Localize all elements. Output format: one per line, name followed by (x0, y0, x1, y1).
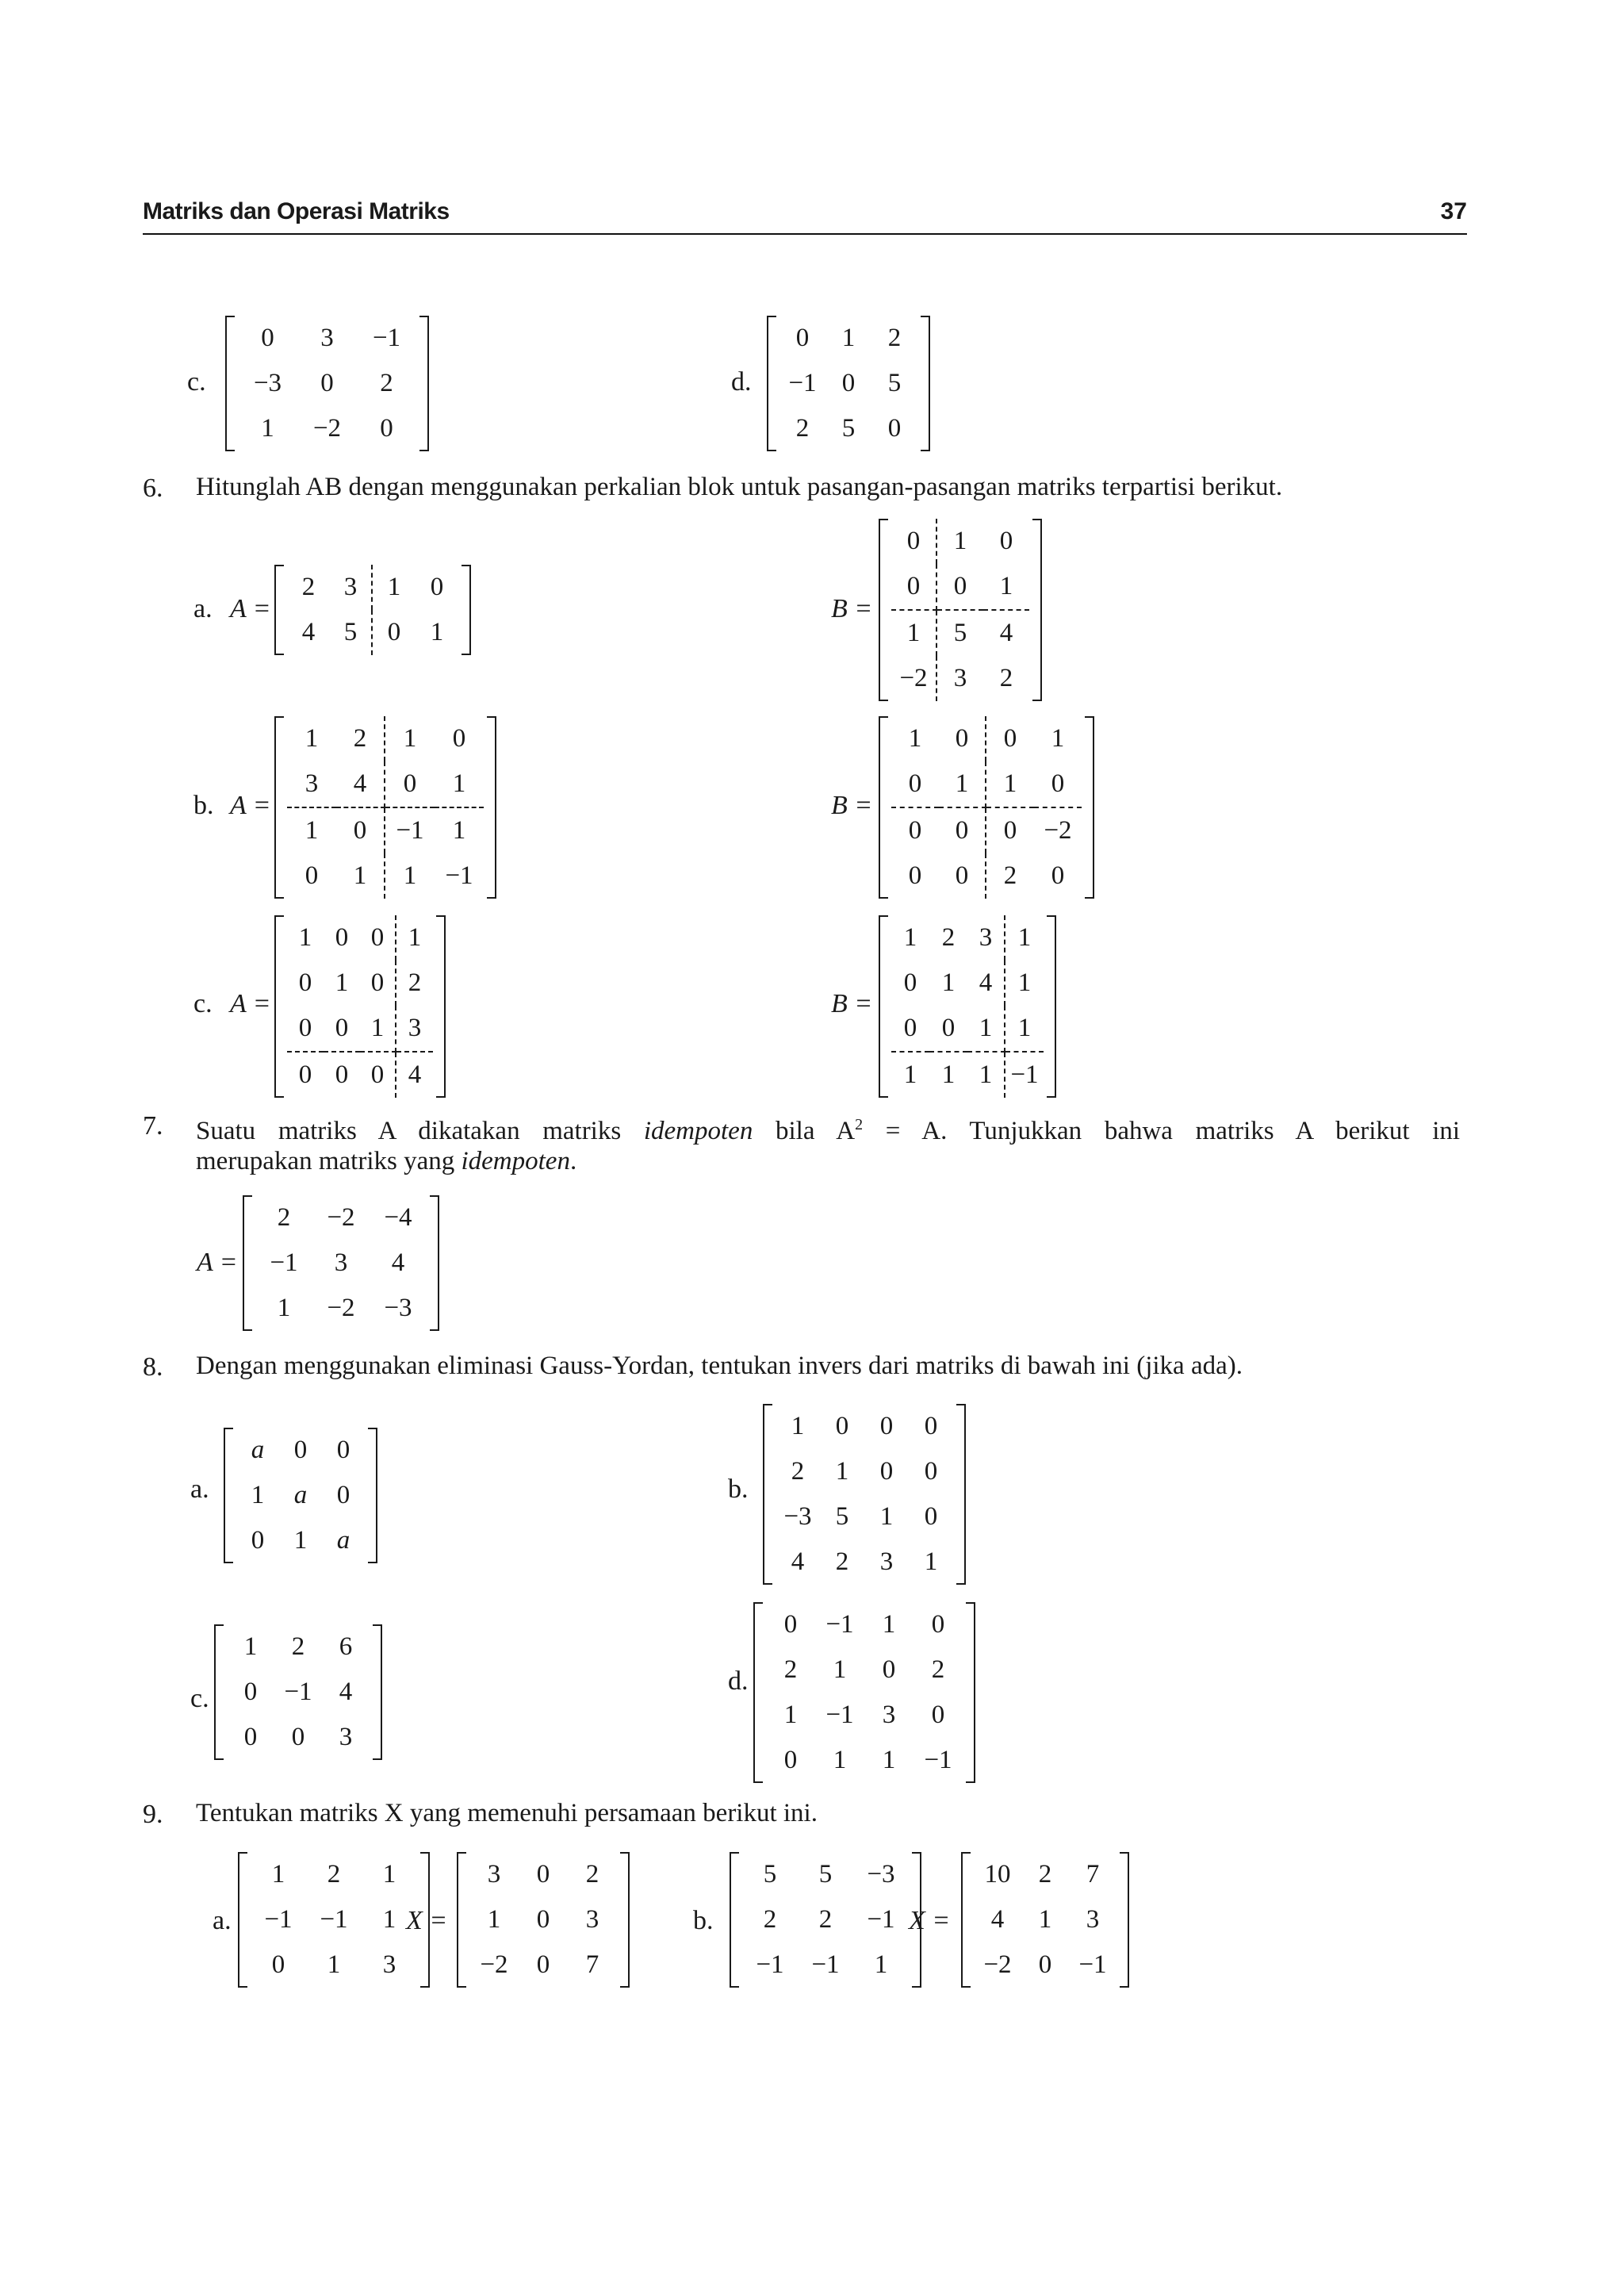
right-bracket (921, 316, 930, 451)
matrix-cell: 0 (452, 724, 466, 753)
matrix-cell: 0 (783, 1610, 798, 1639)
matrix-cell: 3 (585, 1905, 599, 1934)
matrix-cell: 5 (953, 619, 967, 647)
matrix-cell: −1 (445, 861, 473, 890)
left-bracket (753, 1602, 763, 1783)
matrix-grid (739, 1852, 912, 1988)
matrix-cell: 2 (336, 716, 385, 761)
matrix-cell: 1 (304, 724, 319, 753)
matrix-cell: 3 (953, 664, 967, 692)
matrix-cell: 1 (939, 761, 986, 808)
matrix-cell: 0 (891, 1006, 929, 1053)
q6b-matrix-B (879, 716, 1094, 899)
matrix-cell: 0 (841, 369, 856, 397)
matrix-cell: 2 (763, 1905, 777, 1934)
matrix-cell: 1 (452, 816, 466, 845)
matrix-cell: 0 (908, 816, 922, 845)
matrix-cell: 1 (908, 724, 922, 753)
matrix-cell: 1 (903, 1060, 917, 1089)
matrix-cell: 1 (891, 611, 937, 656)
matrix-cell: 2 (791, 1457, 805, 1486)
matrix-cell: 4 (999, 619, 1013, 647)
matrix-cell: −1 (825, 1610, 854, 1639)
q6a-B-lhs: B = (831, 594, 873, 623)
right-bracket (436, 915, 446, 1098)
matrix-cell: 3 (396, 1006, 433, 1053)
q8b-label: b. (728, 1474, 749, 1504)
right-bracket (462, 565, 471, 655)
matrix-cell: 2 (795, 414, 810, 443)
matrix-cell: 0 (536, 1860, 550, 1888)
q6c-matrix-A (274, 915, 446, 1098)
matrix-cell: 1 (882, 1610, 896, 1639)
matrix-cell: −1 (396, 816, 424, 845)
matrix-cell: −3 (867, 1860, 895, 1888)
q9b-matrix-left (730, 1852, 921, 1988)
q6a-matrix-A (274, 565, 471, 655)
matrix-cell: 2 (999, 664, 1013, 692)
matrix-cell: 4 (990, 1905, 1005, 1934)
matrix-cell: 5 (330, 610, 373, 655)
page-header (143, 195, 1467, 235)
left-bracket (238, 1852, 247, 1988)
matrix-cell: 10 (984, 1860, 1011, 1888)
right-bracket (368, 1428, 377, 1563)
right-bracket (1085, 716, 1094, 899)
matrix-cell: 3 (879, 1547, 894, 1576)
matrix-cell: 1 (983, 564, 1029, 611)
matrix-cell: 5 (818, 1860, 833, 1888)
matrix-cell: 0 (924, 1412, 938, 1440)
chapter-title: Matriks dan Operasi Matriks (143, 198, 450, 224)
matrix-cell: 1 (487, 1905, 501, 1934)
matrix-cell: 0 (360, 1053, 396, 1098)
matrix-cell: a (293, 1481, 308, 1509)
q9-number: 9. (143, 1800, 163, 1829)
matrix-cell: 0 (304, 861, 319, 890)
matrix-cell: 0 (879, 1457, 894, 1486)
page-number: 37 (1440, 198, 1467, 224)
matrix-cell: 1 (271, 1860, 285, 1888)
matrix-cell: −3 (384, 1294, 412, 1322)
matrix-grid (235, 316, 419, 451)
matrix-cell: 0 (999, 527, 1013, 555)
left-bracket (879, 915, 888, 1098)
matrix-cell: 0 (882, 1655, 896, 1684)
matrix-cell: 1 (403, 861, 417, 890)
matrix-cell: 2 (818, 1905, 833, 1934)
right-bracket (1047, 915, 1056, 1098)
matrix-cell: 0 (937, 564, 983, 611)
matrix-cell: 0 (291, 1723, 305, 1751)
left-bracket (879, 519, 888, 701)
matrix-cell: 1 (327, 1950, 341, 1979)
matrix-cell: 0 (251, 1526, 265, 1555)
matrix-cell: 4 (301, 618, 316, 646)
q9a-matrix-right (457, 1852, 630, 1988)
right-bracket (487, 716, 496, 899)
q9a-label: a. (213, 1906, 232, 1935)
matrix-cell: 0 (887, 414, 902, 443)
q6c-B-lhs: B = (831, 989, 873, 1018)
matrix-cell: 2 (291, 1632, 305, 1661)
matrix-cell: 1 (967, 1006, 1005, 1053)
q9a-X-eq: X = (406, 1906, 448, 1935)
matrix-cell: 7 (585, 1950, 599, 1979)
right-bracket (620, 1852, 630, 1988)
matrix-cell: −1 (788, 369, 817, 397)
q7-matrix-A (243, 1195, 439, 1331)
q9b-X-eq: X = (909, 1906, 951, 1935)
matrix-cell: a (251, 1436, 265, 1464)
q9a-matrix-left (238, 1852, 430, 1988)
matrix-cell: 1 (403, 724, 417, 753)
q9b-label: b. (693, 1906, 714, 1935)
matrix-cell: 1 (953, 527, 967, 555)
matrix-cell: −1 (867, 1905, 895, 1934)
matrix-cell: 1 (986, 761, 1034, 808)
matrix-cell: 1 (783, 1701, 798, 1729)
matrix-cell: −2 (327, 1294, 355, 1322)
right-bracket (966, 1602, 975, 1783)
matrix-cell: −1 (756, 1950, 784, 1979)
matrix-cell: 1 (1017, 923, 1032, 952)
matrix-cell: 0 (891, 761, 939, 808)
matrix-cell: 1 (336, 853, 385, 899)
matrix-cell: 1 (430, 618, 444, 646)
q7-number: 7. (143, 1111, 163, 1141)
matrix-cell: −4 (384, 1203, 412, 1232)
matrix-grid (284, 915, 436, 1098)
q8c-label: c. (190, 1684, 209, 1713)
matrix-cell: 2 (277, 1203, 291, 1232)
matrix-grid (888, 716, 1085, 899)
matrix-cell: 4 (391, 1248, 405, 1277)
q8-number: 8. (143, 1352, 163, 1382)
matrix-cell: 0 (360, 961, 396, 1006)
matrix-grid (776, 316, 921, 451)
matrix-cell: 0 (939, 853, 986, 899)
matrix-cell: 0 (929, 1006, 967, 1053)
left-bracket (224, 1428, 233, 1563)
q6b-B-lhs: B = (831, 791, 873, 820)
q9-text: Tentukan matriks X yang memenuhi persamaan berikut ini. (196, 1799, 818, 1827)
matrix-cell: 1 (243, 1632, 258, 1661)
matrix-cell: 4 (339, 1678, 353, 1706)
matrix-grid (247, 1852, 420, 1988)
matrix-cell: 0 (931, 1610, 945, 1639)
matrix-cell: 0 (324, 1006, 360, 1053)
q6b-A-lhs: A = (230, 791, 271, 820)
matrix-grid (252, 1195, 430, 1331)
right-bracket (373, 1624, 382, 1760)
right-bracket (1120, 1852, 1129, 1988)
left-bracket (961, 1852, 971, 1988)
q6c-matrix-B (879, 915, 1056, 1098)
q8c-matrix (214, 1624, 382, 1760)
q7-line1: Suatu matriks A dikatakan matriks idempoten bila $A^2 = A$. Tunjukkan bahwa matriks A berikut ini (196, 1116, 1461, 1145)
matrix-cell: 2 (408, 968, 422, 997)
matrix-cell: 6 (339, 1632, 353, 1661)
matrix-cell: 1 (304, 816, 319, 845)
matrix-cell: −2 (312, 414, 342, 443)
right-bracket (430, 1195, 439, 1331)
matrix-cell: 2 (1003, 861, 1017, 890)
matrix-cell: 1 (1005, 1006, 1044, 1053)
left-bracket (767, 316, 776, 451)
left-bracket (214, 1624, 224, 1760)
matrix-cell: 0 (320, 369, 334, 397)
left-bracket (225, 316, 235, 451)
matrix-cell: 0 (783, 1746, 798, 1774)
matrix-cell: 1 (882, 1746, 896, 1774)
matrix-cell: 3 (382, 1950, 396, 1979)
matrix-cell: 1 (833, 1746, 847, 1774)
matrix-cell: −1 (264, 1905, 293, 1934)
matrix-cell: 1 (924, 1547, 938, 1576)
matrix-cell: 1 (833, 1655, 847, 1684)
matrix-cell: 1 (251, 1481, 265, 1509)
matrix-cell: 1 (941, 968, 956, 997)
matrix-cell: −1 (372, 324, 401, 352)
matrix-cell: −1 (811, 1950, 840, 1979)
matrix-cell: 0 (891, 519, 937, 564)
matrix-cell: 1 (941, 1060, 956, 1089)
matrix-cell: 5 (841, 414, 856, 443)
matrix-cell: 4 (967, 961, 1005, 1006)
left-bracket (274, 716, 284, 899)
matrix-cell: 2 (931, 1655, 945, 1684)
matrix-cell: 1 (382, 1860, 396, 1888)
matrix-cell: 0 (243, 1678, 258, 1706)
right-bracket (1032, 519, 1042, 701)
matrix-cell: −2 (983, 1950, 1012, 1979)
matrix-cell: −1 (320, 1905, 348, 1934)
matrix-cell: −2 (327, 1203, 355, 1232)
q7-A-lhs: A = (197, 1248, 238, 1277)
q6c-label: c. (193, 989, 213, 1018)
matrix-cell: −1 (1078, 1950, 1107, 1979)
matrix-cell: −2 (891, 656, 937, 701)
matrix-cell: −3 (783, 1502, 812, 1531)
q6c-A-lhs: A = (230, 989, 271, 1018)
q6-number: 6. (143, 474, 163, 503)
matrix-cell: 0 (924, 1502, 938, 1531)
matrix-cell: 1 (387, 573, 401, 601)
matrix-cell: 1 (1017, 968, 1032, 997)
matrix-cell: 3 (330, 565, 373, 610)
matrix-grid (284, 716, 487, 899)
matrix-cell: 0 (430, 573, 444, 601)
matrix-cell: 3 (967, 915, 1005, 961)
q8d-label: d. (728, 1666, 749, 1696)
matrix-cell: 0 (298, 1060, 312, 1089)
matrix-cell: 1 (879, 1502, 894, 1531)
matrix-cell: 2 (835, 1547, 849, 1576)
matrix-cell: 1 (791, 1412, 805, 1440)
matrix-cell: 3 (487, 1860, 501, 1888)
matrix-grid (224, 1624, 373, 1760)
matrix-cell: 1 (874, 1950, 888, 1979)
carryover-d-matrix (767, 316, 930, 451)
matrix-cell: −1 (270, 1248, 298, 1277)
matrix-cell: 1 (1051, 724, 1065, 753)
matrix-cell: 4 (791, 1547, 805, 1576)
matrix-cell: −1 (825, 1701, 854, 1729)
right-bracket (419, 316, 429, 451)
q7-term-1: idempoten (643, 1117, 753, 1145)
matrix-grid (466, 1852, 620, 1988)
matrix-cell: 3 (287, 761, 336, 808)
matrix-cell: −3 (253, 369, 282, 397)
matrix-cell: 0 (387, 618, 401, 646)
matrix-cell: 0 (261, 324, 274, 352)
matrix-cell: 5 (887, 369, 902, 397)
matrix-cell: 2 (941, 923, 956, 952)
matrix-cell: 1 (903, 923, 917, 952)
matrix-cell: 1 (382, 1905, 396, 1934)
left-bracket (879, 716, 888, 899)
matrix-cell: 0 (385, 761, 435, 808)
matrix-cell: 3 (882, 1701, 896, 1729)
q6a-matrix-B (879, 519, 1042, 701)
matrix-cell: 4 (408, 1060, 422, 1089)
left-bracket (274, 915, 284, 1098)
left-bracket (243, 1195, 252, 1331)
matrix-cell: 0 (931, 1701, 945, 1729)
matrix-cell: 0 (835, 1412, 849, 1440)
matrix-cell: 0 (243, 1723, 258, 1751)
carryover-c-label: c. (187, 367, 206, 397)
matrix-cell: 0 (298, 968, 312, 997)
matrix-grid (971, 1852, 1120, 1988)
matrix-cell: 1 (1038, 1905, 1052, 1934)
matrix-cell: 2 (327, 1860, 341, 1888)
matrix-cell: 0 (1034, 761, 1082, 808)
matrix-cell: 0 (287, 1006, 324, 1053)
matrix-cell: 5 (763, 1860, 777, 1888)
matrix-cell: 1 (967, 1053, 1005, 1098)
matrix-cell: 0 (293, 1436, 308, 1464)
matrix-cell: 0 (1038, 1950, 1052, 1979)
matrix-cell: 1 (261, 414, 274, 443)
matrix-cell: −2 (1044, 816, 1072, 845)
matrix-cell: 7 (1086, 1860, 1100, 1888)
matrix-cell: 1 (335, 968, 349, 997)
matrix-cell: 0 (360, 915, 396, 961)
matrix-cell: 1 (835, 1457, 849, 1486)
matrix-grid (763, 1602, 966, 1783)
matrix-cell: 2 (301, 573, 316, 601)
matrix-cell: 0 (336, 808, 385, 853)
q8b-matrix (763, 1404, 966, 1585)
left-bracket (763, 1404, 772, 1585)
matrix-grid (888, 519, 1032, 701)
matrix-cell: 0 (795, 324, 810, 352)
matrix-cell: 1 (293, 1526, 308, 1555)
matrix-cell: 0 (924, 1457, 938, 1486)
matrix-cell: 1 (360, 1006, 396, 1053)
matrix-cell: 0 (1051, 861, 1065, 890)
matrix-cell: 0 (271, 1950, 285, 1979)
q8a-label: a. (190, 1474, 209, 1504)
q6b-label: b. (193, 791, 214, 820)
q7-term-2: idempoten (461, 1147, 570, 1175)
matrix-cell: 0 (879, 1412, 894, 1440)
matrix-cell: 1 (435, 761, 484, 808)
q6a-label: a. (193, 594, 213, 623)
carryover-d-label: d. (731, 367, 752, 397)
right-bracket (956, 1404, 966, 1585)
q8-text: Dengan menggunakan eliminasi Gauss-Yordan, tentukan invers dari matriks di bawah ini (jika ada). (196, 1352, 1243, 1380)
q8d-matrix (753, 1602, 975, 1783)
matrix-cell: 0 (1003, 816, 1017, 845)
matrix-cell: 3 (339, 1723, 353, 1751)
q7-line2: merupakan matriks yang idempoten. (196, 1147, 577, 1175)
matrix-cell: −1 (924, 1746, 952, 1774)
matrix-cell: 0 (335, 923, 349, 952)
q9b-matrix-right (961, 1852, 1129, 1988)
matrix-cell: 2 (1038, 1860, 1052, 1888)
matrix-cell: 2 (887, 324, 902, 352)
matrix-cell: −1 (284, 1678, 312, 1706)
matrix-cell: −1 (1010, 1060, 1039, 1089)
matrix-cell: 4 (336, 761, 385, 808)
matrix-cell: 0 (939, 808, 986, 853)
q8a-matrix (224, 1428, 377, 1563)
left-bracket (274, 565, 284, 655)
matrix-cell: 0 (536, 1950, 550, 1979)
matrix-cell: 0 (536, 1905, 550, 1934)
matrix-cell: 0 (891, 564, 937, 611)
matrix-cell: 3 (334, 1248, 348, 1277)
matrix-cell: 0 (336, 1481, 350, 1509)
matrix-grid (284, 565, 462, 655)
matrix-cell: 3 (1086, 1905, 1100, 1934)
q6b-matrix-A (274, 716, 496, 899)
matrix-cell: 2 (380, 369, 393, 397)
matrix-cell: 1 (298, 923, 312, 952)
matrix-grid (233, 1428, 368, 1563)
matrix-cell: 0 (903, 968, 917, 997)
matrix-cell: 0 (380, 414, 393, 443)
carryover-c-matrix (225, 316, 429, 451)
matrix-cell: 2 (585, 1860, 599, 1888)
matrix-cell: a (336, 1526, 350, 1555)
left-bracket (457, 1852, 466, 1988)
matrix-cell: 1 (277, 1294, 291, 1322)
q6a-A-lhs: A = (230, 594, 271, 623)
matrix-cell: 0 (336, 1436, 350, 1464)
matrix-cell: 0 (335, 1060, 349, 1089)
matrix-cell: 0 (908, 861, 922, 890)
matrix-cell: 0 (939, 716, 986, 761)
left-bracket (730, 1852, 739, 1988)
q6-text: Hitunglah AB dengan menggunakan perkalian blok untuk pasangan-pasangan matriks terpartisi berikut. (196, 473, 1283, 501)
matrix-cell: 1 (841, 324, 856, 352)
matrix-cell: 1 (408, 923, 422, 952)
matrix-cell: 5 (835, 1502, 849, 1531)
matrix-cell: 2 (783, 1655, 798, 1684)
matrix-cell: 0 (1003, 724, 1017, 753)
matrix-grid (772, 1404, 956, 1585)
matrix-cell: 3 (320, 324, 334, 352)
matrix-cell: −2 (480, 1950, 508, 1979)
matrix-grid (888, 915, 1047, 1098)
